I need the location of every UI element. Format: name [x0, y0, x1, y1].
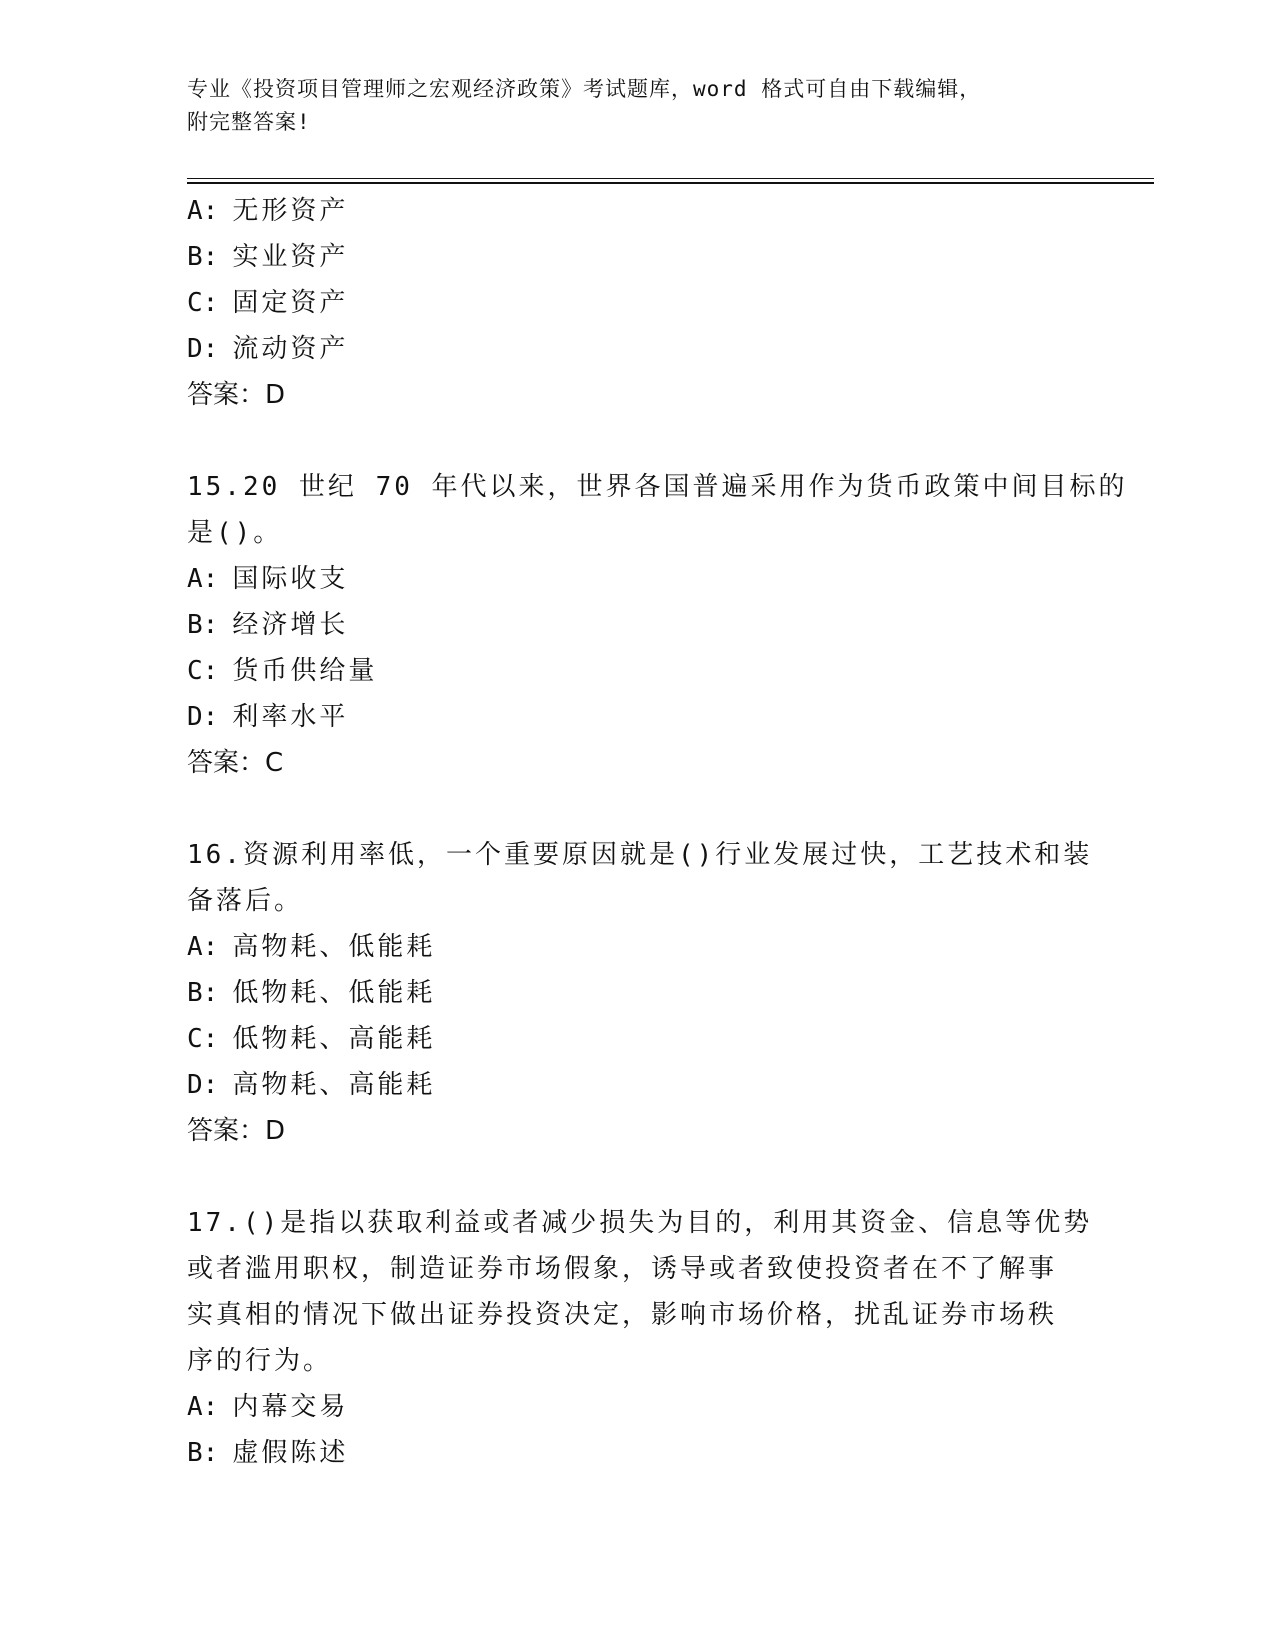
spacer: [187, 1154, 1087, 1200]
question-17: [187, 1200, 1093, 1476]
option-d: D: 流动资产: [187, 334, 349, 364]
spacer: [187, 786, 1087, 832]
question-16: [187, 832, 1093, 1154]
header-line-1: 专业《投资项目管理师之宏观经济政策》考试题库，word 格式可自由下载编辑，: [187, 77, 982, 101]
option-d: D: 高物耗、高能耗: [187, 1070, 436, 1100]
question-stem-line: 是()。: [187, 518, 283, 548]
option-a: A: 无形资产: [187, 196, 349, 226]
question-15: [187, 464, 1128, 786]
answer: 答案：C: [187, 748, 284, 778]
page-header: [187, 73, 1067, 139]
question-stem-line: 16.资源利用率低，一个重要原因就是()行业发展过快，工艺技术和装: [187, 840, 1093, 870]
option-a: A: 国际收支: [187, 564, 349, 594]
question-stem-line: 或者滥用职权，制造证券市场假象，诱导或者致使投资者在不了解事: [187, 1254, 1058, 1284]
header-line-2: 附完整答案!: [187, 110, 311, 134]
question-stem-line: 实真相的情况下做出证券投资决定，影响市场价格，扰乱证券市场秩: [187, 1300, 1058, 1330]
question-stem-line: 17.()是指以获取利益或者减少损失为目的，利用其资金、信息等优势: [187, 1208, 1093, 1238]
question-stem-line: 备落后。: [187, 886, 304, 916]
question-stem-line: 序的行为。: [187, 1346, 333, 1376]
answer: 答案：D: [187, 380, 286, 410]
question-list: [187, 188, 1128, 1476]
option-b: B: 经济增长: [187, 610, 349, 640]
option-c: C: 低物耗、高能耗: [187, 1024, 436, 1054]
option-b: B: 实业资产: [187, 242, 349, 272]
question-stem-line: 15.20 世纪 70 年代以来，世界各国普遍采用作为货币政策中间目标的: [187, 472, 1128, 502]
answer: 答案：D: [187, 1116, 286, 1146]
question-14: [187, 188, 1087, 418]
option-c: C: 货币供给量: [187, 656, 378, 686]
option-c: C: 固定资产: [187, 288, 349, 318]
header-divider: [187, 178, 1154, 184]
option-a: A: 内幕交易: [187, 1392, 349, 1422]
option-a: A: 高物耗、低能耗: [187, 932, 436, 962]
option-b: B: 虚假陈述: [187, 1438, 349, 1468]
option-b: B: 低物耗、低能耗: [187, 978, 436, 1008]
spacer: [187, 418, 1087, 464]
option-d: D: 利率水平: [187, 702, 349, 732]
